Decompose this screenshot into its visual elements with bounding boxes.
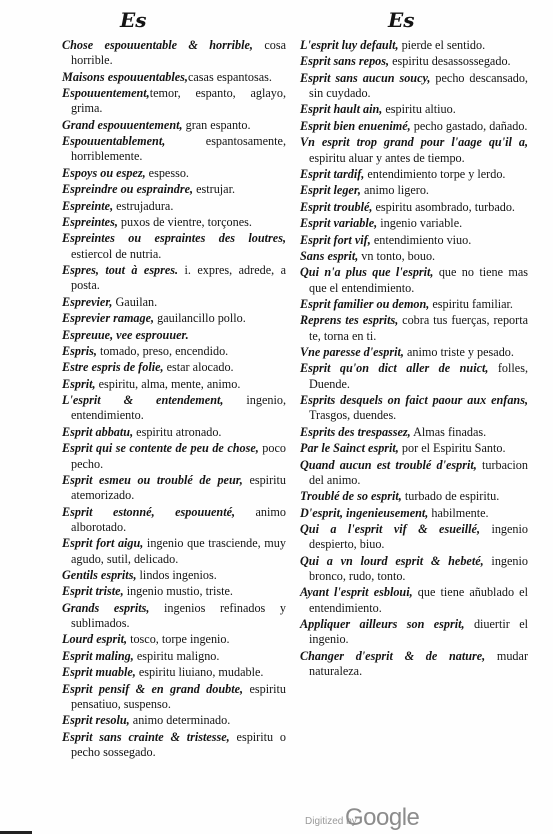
entry-headword: L'esprit luy default, (300, 38, 399, 52)
dictionary-entry (62, 682, 286, 713)
entry-headword: Espreintes, (62, 215, 118, 230)
entry-translation: Almas finadas. (410, 424, 487, 439)
dictionary-entry (62, 505, 286, 536)
entry-translation: i. expres, adrede, a posta. (71, 263, 286, 293)
entry-headword: Esprit familier ou demon, (300, 296, 430, 311)
entry-headword: Espris, (62, 343, 97, 358)
dictionary-entry (300, 167, 528, 182)
dictionary-entry (300, 200, 528, 215)
entry-translation: animo ligero. (360, 183, 429, 198)
entry-headword: Espreinte, (62, 198, 114, 213)
entry-translation: mudar naturaleza. (309, 648, 528, 679)
dictionary-entry (300, 297, 528, 312)
dictionary-entry (62, 86, 286, 117)
dictionary-entry (62, 649, 286, 664)
entry-translation: cobra tus fuerças, reporta te, torna en ti. (309, 313, 528, 343)
entry-translation: espiritu desassossegado. (389, 54, 511, 69)
dictionary-entry (300, 393, 528, 424)
entry-headword: Grands esprits, (62, 600, 150, 615)
entry-headword: Qui a l'esprit vif & esueillé, (300, 522, 481, 537)
entry-headword: Troublé de so esprit, (300, 489, 402, 504)
entry-translation: estar alocado. (163, 360, 234, 375)
dictionary-entry (62, 263, 286, 294)
entry-headword: Changer d'esprit & de nature, (300, 648, 486, 663)
dictionary-entry (300, 216, 528, 231)
entry-headword: Gentils esprits, (62, 567, 137, 582)
entry-headword: Grand espouuentement, (62, 117, 183, 132)
dictionary-entry (300, 361, 528, 392)
entry-translation: espiritu pensatiuo, suspenso. (71, 681, 287, 711)
entry-headword: Esprit sans aucun soucy, (300, 70, 431, 85)
dictionary-entry (300, 54, 528, 69)
entry-headword: Esprit fort vif, (300, 232, 371, 247)
entry-headword: Espouuentement, (62, 86, 150, 101)
entry-translation: habilmente. (428, 505, 489, 520)
dictionary-entry (62, 665, 286, 680)
dictionary-entry (300, 425, 528, 440)
entry-headword: Esprit estonné, espouuenté, (62, 504, 236, 519)
entry-headword: Esprits des trespassez, (300, 424, 411, 439)
dictionary-entry (300, 506, 528, 521)
entry-translation: tosco, torpe ingenio. (127, 632, 230, 647)
dictionary-entry (300, 313, 528, 344)
google-watermark: Google (345, 804, 420, 831)
entry-headword: Maisons espouuentables, (62, 69, 188, 84)
entry-translation: Gauilan. (112, 294, 158, 309)
dictionary-entry (62, 441, 286, 472)
dictionary-entry (300, 458, 528, 489)
dictionary-entry (300, 135, 528, 166)
entry-headword: Esprit fort aigu, (62, 536, 144, 551)
entry-translation: espiritu liuiano, mudable. (135, 665, 264, 680)
entry-headword: Esprit, (62, 376, 96, 391)
entry-headword: Esprit troublé, (300, 199, 373, 214)
page-footer (0, 804, 553, 834)
entry-headword: Esprit triste, (62, 584, 124, 599)
dictionary-entry (62, 568, 286, 583)
dictionary-entry (300, 233, 528, 248)
dictionary-entry (62, 231, 286, 262)
dictionary-entry (62, 311, 286, 326)
entry-translation: espiritu aluar y antes de tiempo. (309, 150, 465, 165)
entry-translation: puxos de vientre, torçones. (117, 215, 252, 230)
entry-headword: Vn esprit trop grand pour l'aage qu'il a, (300, 135, 528, 150)
entry-headword: Sans esprit, (300, 248, 359, 263)
entry-translation: animo triste y pesado. (403, 345, 514, 360)
entry-translation: ingenio variable. (377, 216, 463, 231)
entry-translation: animo determinado. (129, 713, 231, 728)
entry-headword: Esprit pensif & en grand doubte, (62, 681, 244, 696)
entry-translation: folles, Duende. (309, 361, 528, 391)
entry-headword: Esprit bien enuenimé, (300, 118, 411, 133)
dictionary-entry (62, 425, 286, 440)
entry-headword: Esprit esmeu ou troublé de peur, (62, 472, 243, 487)
entry-headword: Esprit qu'on dict aller de nuict, (300, 361, 489, 376)
entry-headword: Esprit maling, (62, 648, 134, 663)
entry-translation: animo alborotado. (71, 504, 286, 534)
entry-headword: Esprit tardif, (300, 166, 365, 181)
entry-headword: Appliquer ailleurs son esprit, (300, 617, 465, 632)
entry-headword: Esprit muable, (62, 665, 136, 680)
dictionary-entry (300, 649, 528, 680)
dictionary-entry (300, 522, 528, 553)
entry-translation: vn tonto, bouo. (358, 248, 436, 263)
entry-headword: Espres, tout à espres. (62, 263, 179, 278)
entry-translation: que tiene añublado el entendimiento. (309, 585, 528, 615)
dictionary-entry (300, 554, 528, 585)
dictionary-entry (62, 134, 286, 165)
dictionary-entry (300, 617, 528, 648)
dictionary-entry (62, 601, 286, 632)
entry-headword: Esprit sans crainte & tristesse, (62, 729, 230, 744)
entry-headword: Esprit resolu, (62, 713, 130, 728)
entry-headword: Ayant l'esprit esbloui, (300, 585, 413, 600)
entry-headword: Espoys ou espez, (62, 165, 146, 180)
running-head-left: Es (120, 8, 147, 32)
entry-headword: Reprens tes esprits, (300, 313, 399, 328)
entry-translation: espiritu atronado. (133, 424, 222, 439)
entry-translation: ingenio mustio, triste. (123, 584, 233, 599)
left-column (62, 38, 286, 761)
dictionary-entry (62, 344, 286, 359)
dictionary-entry (62, 118, 286, 133)
entry-translation: casas espantosas. (187, 69, 272, 84)
digitized-by-text: Digitized by (305, 816, 357, 827)
entry-headword: Espreuue, vee esprouuer. (62, 327, 189, 342)
entry-headword: Qui n'a plus que l'esprit, (300, 265, 434, 280)
entry-translation: que no tiene mas que el entendimiento. (309, 265, 528, 295)
entry-translation: diuertir el ingenio. (309, 617, 528, 647)
entry-translation: espesso. (145, 165, 189, 180)
entry-headword: Qui a vn lourd esprit & hebeté, (300, 553, 484, 568)
entry-headword: Estre espris de folie, (62, 360, 164, 375)
entry-translation: tomado, preso, encendido. (96, 343, 229, 358)
dictionary-entry (300, 265, 528, 296)
entry-translation: Trasgos, duendes. (309, 408, 397, 423)
dictionary-entry (300, 71, 528, 102)
entry-translation: estrujar. (193, 182, 236, 197)
dictionary-entry (300, 249, 528, 264)
entry-translation: ingenio bronco, rudo, tonto. (309, 553, 528, 584)
dictionary-entry (62, 199, 286, 214)
dictionary-entry (62, 70, 286, 85)
entry-headword: Esprit sans repos, (300, 54, 390, 69)
entry-translation: espiritu asombrado, turbado. (372, 199, 515, 214)
entry-headword: Chose espouuentable & horrible, (62, 38, 253, 52)
dictionary-entry (62, 730, 286, 761)
entry-headword: L'esprit & entendement, (62, 393, 224, 408)
entry-translation: espiritu familiar. (429, 296, 513, 311)
dictionary-entry (62, 393, 286, 424)
entry-headword: Espouuentablement, (62, 134, 166, 149)
entry-translation: lindos ingenios. (136, 567, 217, 582)
entry-headword: Lourd esprit, (62, 632, 128, 647)
entry-translation: temor, espanto, aglayo, grima. (71, 86, 286, 116)
entry-translation: pecho descansado, sin cuydado. (309, 70, 528, 101)
entry-translation: espiritu altiuo. (382, 102, 456, 117)
entry-translation: espantosamente, horriblemente. (71, 134, 286, 164)
entry-translation: ingenio despierto, biuo. (309, 522, 528, 552)
running-head-right: Es (388, 8, 415, 32)
dictionary-entry (300, 119, 528, 134)
dictionary-entry (300, 585, 528, 616)
entry-translation: gran espanto. (182, 117, 251, 132)
entry-headword: Esprevier, (62, 294, 113, 309)
entry-headword: D'esprit, ingenieusement, (300, 505, 429, 520)
entry-headword: Par le Sainct esprit, (300, 441, 399, 456)
entry-translation: espiritu atemorizado. (71, 472, 286, 503)
entry-headword: Espreintes ou espraintes des loutres, (62, 231, 286, 246)
entry-translation: estiercol de nutria. (71, 246, 162, 261)
entry-headword: Esprit leger, (300, 183, 361, 198)
dictionary-entry (62, 295, 286, 310)
dictionary-entry (300, 345, 528, 360)
entry-headword: Quand aucun est troublé d'esprit, (300, 457, 477, 472)
entry-headword: Esprit abbatu, (62, 424, 134, 439)
dictionary-entry (300, 183, 528, 198)
dictionary-entry (300, 38, 528, 53)
dictionary-entry (62, 182, 286, 197)
entry-headword: Esprevier ramage, (62, 311, 155, 326)
dictionary-entry (62, 473, 286, 504)
dictionary-entry (62, 38, 286, 69)
dictionary-entry (300, 489, 528, 504)
entry-headword: Vne paresse d'esprit, (300, 345, 404, 360)
entry-translation: entendimiento viuo. (370, 232, 472, 247)
entry-translation: entendimiento torpe y lerdo. (364, 166, 506, 181)
entry-translation: cosa horrible. (71, 38, 287, 68)
dictionary-entry (62, 328, 286, 343)
dictionary-entry (62, 360, 286, 375)
dictionary-entry (62, 584, 286, 599)
entry-translation: espiritu, alma, mente, animo. (95, 376, 241, 391)
dictionary-entry (300, 102, 528, 117)
dictionary-entry (62, 166, 286, 181)
dictionary-entry (62, 536, 286, 567)
entry-translation: gauilancillo pollo. (154, 311, 246, 326)
entry-headword: Esprit qui se contente de peu de chose, (62, 441, 259, 456)
dictionary-entry (300, 441, 528, 456)
dictionary-entry (62, 377, 286, 392)
entry-translation: espiritu o pecho sossegado. (71, 729, 286, 759)
dictionary-entry (62, 215, 286, 230)
entry-translation: pierde el sentido. (398, 38, 486, 52)
entry-translation: espiritu maligno. (133, 648, 220, 663)
entry-headword: Esprit hault ain, (300, 102, 383, 117)
entry-headword: Esprit variable, (300, 216, 378, 231)
entry-translation: ingenio que trasciende, muy agudo, sutil, delicado. (71, 536, 286, 566)
entry-translation: ingenios refinados y sublimados. (71, 600, 286, 631)
entry-headword: Espreindre ou espraindre, (62, 182, 194, 197)
entry-translation: poco pecho. (71, 441, 286, 471)
entry-translation: estrujadura. (113, 198, 174, 213)
dictionary-entry (62, 713, 286, 728)
entry-translation: turbado de espiritu. (401, 489, 500, 504)
entry-translation: pecho gastado, dañado. (410, 118, 528, 133)
entry-translation: por el Espiritu Santo. (398, 441, 506, 456)
entry-headword: Esprits desquels on faict paour aux enfans, (300, 393, 528, 408)
right-column (300, 38, 528, 681)
entry-translation: ingenio, entendimiento. (71, 393, 286, 423)
entry-translation: turbacion del animo. (309, 457, 528, 487)
dictionary-entry (62, 632, 286, 647)
